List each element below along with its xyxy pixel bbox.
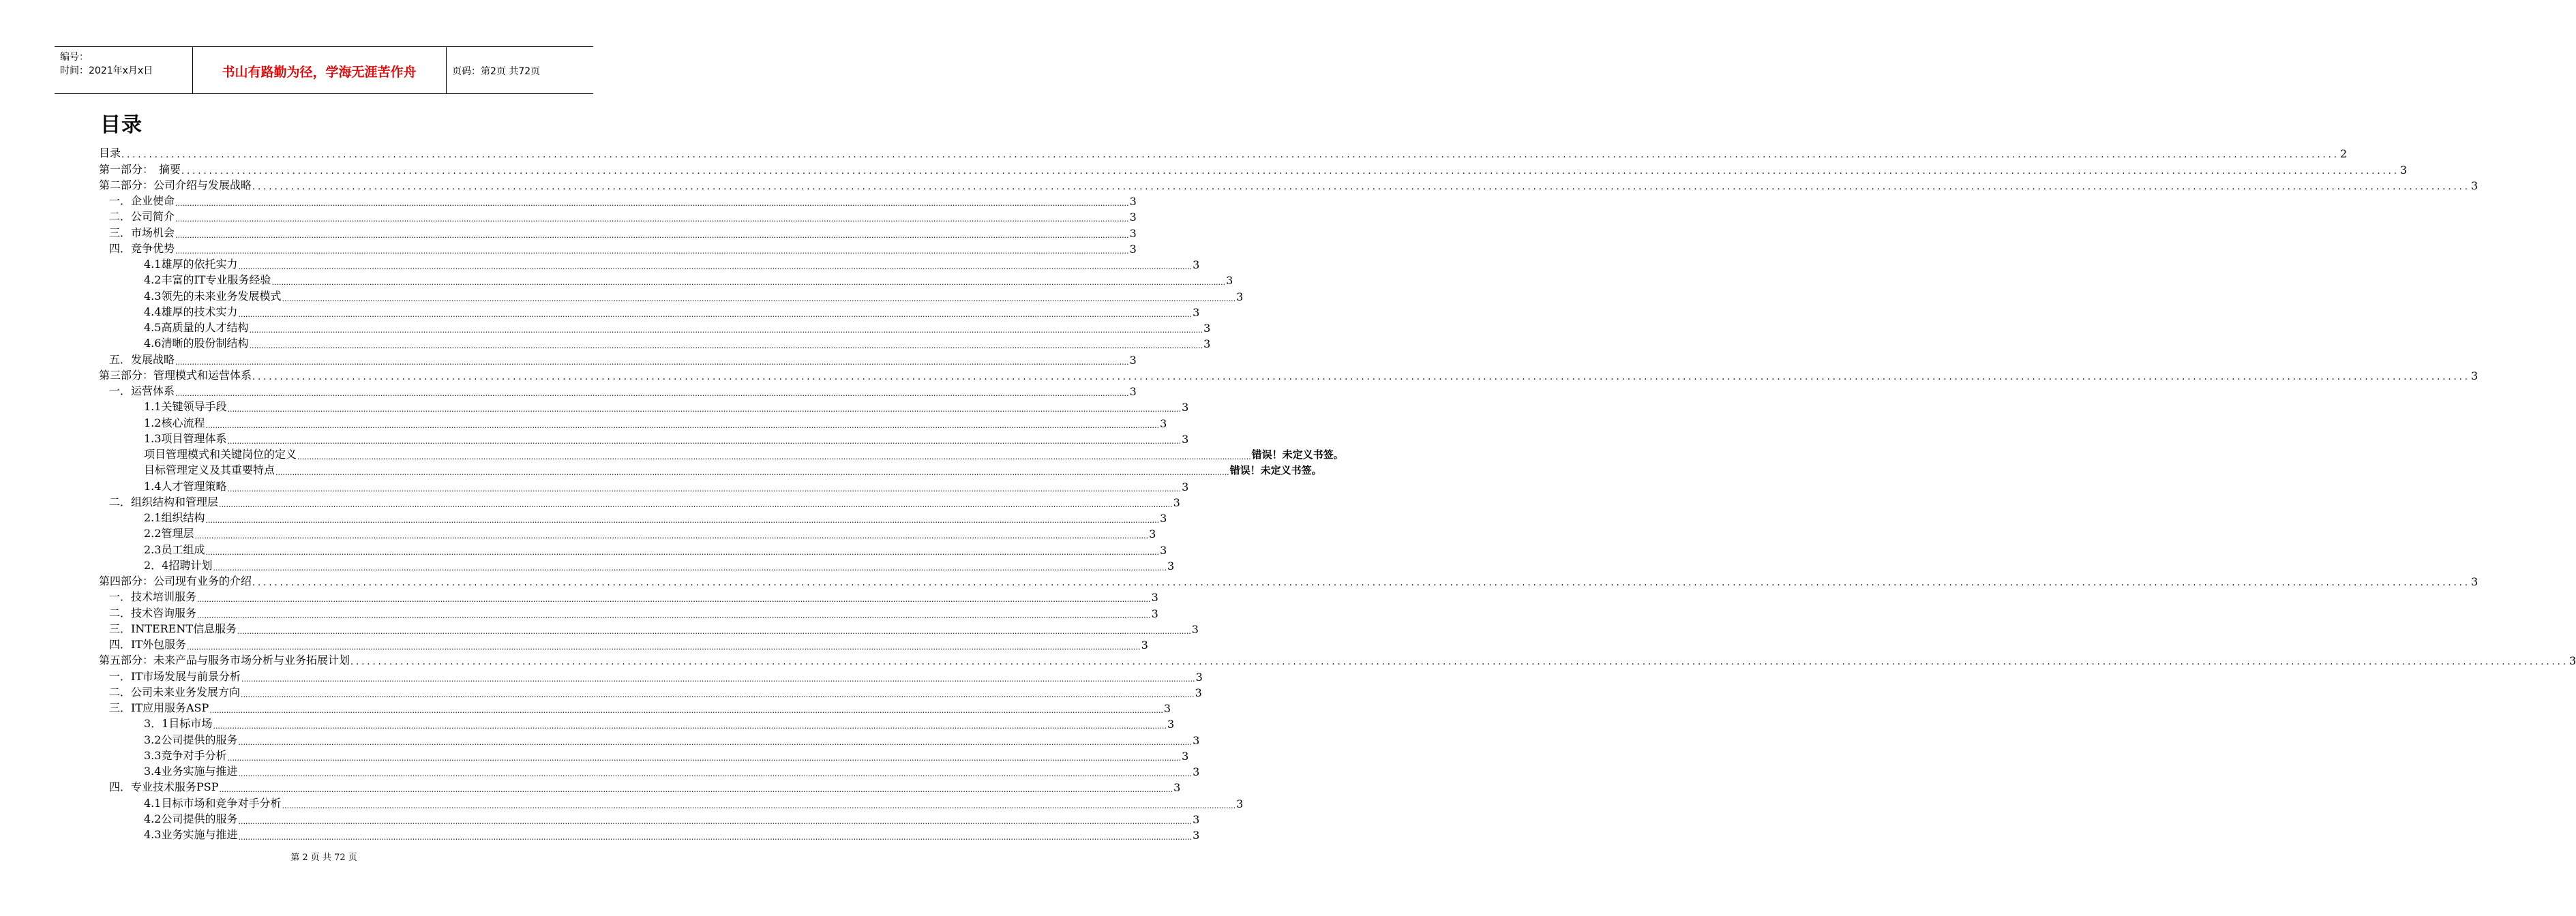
toc-entry-label: 1.4人才管理策略 xyxy=(144,479,227,493)
header-page-info: 页码：第2页 共72页 xyxy=(452,66,541,77)
toc-entry-label: 1.2核心流程 xyxy=(144,416,205,429)
toc-leader-dots: ................................................................................................................................................................................................................................................................................................................................................................................................................ xyxy=(238,833,1193,842)
toc-leader-dots: ................................................................................................................................................................................................................................................................................................................................................................................................................ xyxy=(350,657,2568,668)
toc-entry[interactable] xyxy=(99,731,1200,747)
toc-leader-dots: ................................................................................................................................................................................................................................................................................................................................................................................................................ xyxy=(249,341,1203,351)
toc-entry-label: 四．竞争优势 xyxy=(109,241,175,255)
toc-leader-dots: ................................................................................................................................................................................................................................................................................................................................................................................................................ xyxy=(213,722,1167,731)
toc-entry-label: 三．INTERENT信息服务 xyxy=(109,622,237,635)
toc-entry[interactable] xyxy=(99,367,2478,382)
toc-entry-label: 四．专业技术服务PSP xyxy=(109,780,219,794)
toc-leader-dots: ................................................................................................................................................................................................................................................................................................................................................................................................................ xyxy=(205,421,1160,430)
toc-leader-dots: ................................................................................................................................................................................................................................................................................................................................................................................................................ xyxy=(252,371,2470,382)
toc-entry[interactable] xyxy=(99,319,1211,335)
toc-entry-label: 1.3项目管理体系 xyxy=(144,431,227,445)
toc-entry-page: 3 xyxy=(1160,543,1167,557)
toc-leader-dots: ................................................................................................................................................................................................................................................................................................................................................................................................................ xyxy=(238,769,1193,778)
toc-leader-dots: ................................................................................................................................................................................................................................................................................................................................................................................................................ xyxy=(219,785,1173,795)
toc-entry-page: 3 xyxy=(1182,749,1189,763)
toc-entry-label: 第二部分：公司介绍与发展战略 xyxy=(99,178,252,192)
toc-leader-dots: ................................................................................................................................................................................................................................................................................................................................................................................................................ xyxy=(241,674,1195,684)
toc-entry-page: 3 xyxy=(1182,480,1189,493)
toc-entry-page: 3 xyxy=(1129,385,1137,398)
toc-entry[interactable] xyxy=(99,177,2478,192)
toc-leader-dots: ................................................................................................................................................................................................................................................................................................................................................................................................................ xyxy=(227,405,1182,414)
toc-entry[interactable] xyxy=(99,588,1158,605)
toc-entry[interactable] xyxy=(99,540,1167,557)
toc-leader-dots: ................................................................................................................................................................................................................................................................................................................................................................................................................ xyxy=(282,801,1236,810)
toc-leader-dots: ................................................................................................................................................................................................................................................................................................................................................................................................................ xyxy=(181,166,2399,177)
toc-entry-page: 3 xyxy=(2568,654,2576,668)
toc-leader-dots: ................................................................................................................................................................................................................................................................................................................................................................................................................ xyxy=(275,468,1229,478)
toc-leader-dots: ................................................................................................................................................................................................................................................................................................................................................................................................................ xyxy=(238,816,1193,826)
toc-leader-dots: ................................................................................................................................................................................................................................................................................................................................................................................................................ xyxy=(271,278,1226,288)
toc-entry-page: 3 xyxy=(2470,179,2478,192)
toc-entry-label: 三．市场机会 xyxy=(109,226,175,239)
toc-entry-label: 3.2公司提供的服务 xyxy=(144,733,238,746)
header-right-cell xyxy=(447,47,593,93)
toc-entry-label: 1.1关键领导手段 xyxy=(144,400,227,414)
toc-entry-page: 3 xyxy=(1151,591,1158,605)
toc-entry[interactable] xyxy=(99,382,1137,398)
toc-entry-page: 2 xyxy=(2339,147,2348,161)
toc-entry-label: 一．企业使命 xyxy=(109,194,175,207)
toc-entry-label: 第五部分：未来产品与服务市场分析与业务拓展计划 xyxy=(99,654,350,667)
toc-entry-page: 3 xyxy=(1151,607,1158,620)
toc-entry-label: 项目管理模式和关键岗位的定义 xyxy=(144,448,297,461)
toc-entry-label: 一．运营体系 xyxy=(109,384,175,397)
toc-entry[interactable] xyxy=(99,461,1322,478)
toc-entry[interactable] xyxy=(99,335,1211,351)
toc-entry-label: 3．1目标市场 xyxy=(144,717,213,731)
toc-entry-label: 4.3业务实施与推进 xyxy=(144,828,238,841)
toc-entry[interactable] xyxy=(99,572,2478,588)
page-header xyxy=(55,46,593,94)
header-motto: 书山有路勤为径，学海无涯苦作舟 xyxy=(222,65,417,80)
toc-leader-dots: ................................................................................................................................................................................................................................................................................................................................................................................................................ xyxy=(175,215,1129,224)
toc-entry-page: 3 xyxy=(1193,829,1200,842)
toc-leader-dots: ................................................................................................................................................................................................................................................................................................................................................................................................................ xyxy=(252,578,2470,588)
toc-entry[interactable] xyxy=(99,256,1200,271)
toc-entry-page: 3 xyxy=(1149,528,1156,541)
toc-entry[interactable] xyxy=(99,192,1137,208)
toc-entry-page: 3 xyxy=(1167,718,1175,731)
toc-entry-label: 4.6清晰的股份制结构 xyxy=(144,337,249,350)
toc-leader-dots: ................................................................................................................................................................................................................................................................................................................................................................................................................ xyxy=(187,643,1141,652)
toc-entry-page: 3 xyxy=(1160,512,1167,525)
toc-entry-label: 二．公司未来业务发展方向 xyxy=(109,685,241,699)
toc-entry-label: 一．IT市场发展与前景分析 xyxy=(109,669,241,683)
toc-entry-page: 3 xyxy=(1182,401,1189,414)
toc-entry-label: 二．组织结构和管理层 xyxy=(109,495,219,508)
document-time-label: 时间：2021年x月x日 xyxy=(60,65,153,76)
toc-entry-label: 二．技术咨询服务 xyxy=(109,606,197,620)
toc-entry-page: 3 xyxy=(1195,686,1202,699)
toc-entry-label: 三．IT应用服务ASP xyxy=(109,701,209,714)
toc-entry-label: 4.5高质量的人才结构 xyxy=(144,321,249,334)
toc-leader-dots: ................................................................................................................................................................................................................................................................................................................................................................................................................ xyxy=(227,436,1182,446)
toc-entry[interactable] xyxy=(99,778,1181,795)
toc-entry[interactable] xyxy=(99,477,1189,493)
toc-entry-label: 4.2丰富的IT专业服务经验 xyxy=(144,273,271,287)
toc-entry-page: 3 xyxy=(1203,322,1211,335)
toc-entry[interactable] xyxy=(99,604,1158,620)
toc-entry-label: 四．IT外包服务 xyxy=(109,638,186,651)
toc-entry[interactable] xyxy=(99,509,1167,525)
toc-entry-page: 3 xyxy=(1167,559,1175,572)
toc-entry-page: 3 xyxy=(2399,163,2408,177)
toc-entry[interactable] xyxy=(99,350,1137,367)
toc-entry-page: 3 xyxy=(1203,337,1211,351)
toc-leader-dots: ................................................................................................................................................................................................................................................................................................................................................................................................................ xyxy=(194,532,1149,541)
toc-entry-page: 3 xyxy=(2470,369,2478,382)
toc-entry-page: 3 xyxy=(1236,290,1244,303)
toc-entry-label: 4.1目标市场和竞争对手分析 xyxy=(144,796,282,810)
toc-entry-label: 第四部分：公司现有业务的介绍 xyxy=(99,575,252,587)
document-number-label: 编号： xyxy=(60,52,89,63)
toc-entry-page: 3 xyxy=(1129,211,1137,224)
toc-entry[interactable] xyxy=(99,271,1233,288)
toc-entry[interactable] xyxy=(99,303,1200,319)
toc-leader-dots: ................................................................................................................................................................................................................................................................................................................................................................................................................ xyxy=(227,484,1182,493)
toc-leader-dots: ................................................................................................................................................................................................................................................................................................................................................................................................................ xyxy=(238,737,1193,747)
toc-entry-label: 五．发展战略 xyxy=(109,352,175,366)
toc-leader-dots: ................................................................................................................................................................................................................................................................................................................................................................................................................ xyxy=(121,150,2339,161)
toc-entry-label: 2.2管理层 xyxy=(144,527,194,540)
toc-leader-dots: ................................................................................................................................................................................................................................................................................................................................................................................................................ xyxy=(175,389,1129,398)
toc-leader-dots: ................................................................................................................................................................................................................................................................................................................................................................................................................ xyxy=(282,294,1236,303)
toc-entry[interactable] xyxy=(99,810,1200,826)
toc-entry-label: 3.4业务实施与推进 xyxy=(144,765,238,778)
toc-entry-label: 二．公司简介 xyxy=(109,210,175,224)
toc-entry-page: 3 xyxy=(1129,226,1137,240)
toc-entry-page: 错误！未定义书签。 xyxy=(1251,448,1344,461)
toc-entry[interactable] xyxy=(99,430,1189,446)
toc-entry-page: 3 xyxy=(1129,195,1137,208)
toc-leader-dots: ................................................................................................................................................................................................................................................................................................................................................................................................................ xyxy=(237,626,1191,636)
toc-entry-label: 一．技术培训服务 xyxy=(109,590,197,604)
toc-entry-label: 第三部分：管理模式和运营体系 xyxy=(99,368,252,382)
toc-entry-label: 4.2公司提供的服务 xyxy=(144,812,238,825)
toc-entry-page: 3 xyxy=(1173,495,1180,509)
toc-entry-label: 目标管理定义及其重要特点 xyxy=(144,463,275,477)
toc-leader-dots: ................................................................................................................................................................................................................................................................................................................................................................................................................ xyxy=(175,246,1129,256)
toc-entry[interactable] xyxy=(99,699,1171,715)
toc-entry-page: 3 xyxy=(1193,765,1200,778)
toc-entry[interactable] xyxy=(99,160,2408,177)
toc-entry-page: 3 xyxy=(1193,258,1200,271)
toc-entry-label: 2．4招聘计划 xyxy=(144,558,213,572)
toc-entry[interactable] xyxy=(99,287,1244,303)
toc-leader-dots: ................................................................................................................................................................................................................................................................................................................................................................................................................ xyxy=(252,181,2470,192)
toc-leader-dots: ................................................................................................................................................................................................................................................................................................................................................................................................................ xyxy=(241,690,1195,699)
toc-entry-page: 3 xyxy=(1236,797,1244,810)
toc-leader-dots: ................................................................................................................................................................................................................................................................................................................................................................................................................ xyxy=(175,230,1129,240)
toc-leader-dots: ................................................................................................................................................................................................................................................................................................................................................................................................................ xyxy=(175,357,1129,367)
page-footer: 第 2 页 共 72 页 xyxy=(290,853,357,863)
toc-entry-page: 3 xyxy=(1182,432,1189,446)
toc-entry-label: 3.3竞争对手分析 xyxy=(144,748,227,762)
toc-leader-dots: ................................................................................................................................................................................................................................................................................................................................................................................................................ xyxy=(227,753,1182,763)
toc-entry[interactable] xyxy=(99,144,2348,161)
toc-entry[interactable] xyxy=(99,208,1137,224)
toc-entry-page: 错误！未定义书签。 xyxy=(1229,464,1322,477)
toc-entry-page: 3 xyxy=(1163,702,1171,715)
toc-title: 目录 xyxy=(100,113,143,137)
toc-entry-label: 目录 xyxy=(99,147,121,160)
toc-entry[interactable] xyxy=(99,747,1189,763)
toc-entry[interactable] xyxy=(99,446,1344,461)
toc-leader-dots: ................................................................................................................................................................................................................................................................................................................................................................................................................ xyxy=(209,706,1163,715)
toc-leader-dots: ................................................................................................................................................................................................................................................................................................................................................................................................................ xyxy=(197,595,1151,605)
toc-entry[interactable] xyxy=(99,652,2576,668)
table-of-contents xyxy=(99,144,2576,842)
toc-entry-label: 2.3员工组成 xyxy=(144,543,205,556)
toc-entry[interactable] xyxy=(99,525,1156,541)
toc-entry-label: 4.4雄厚的技术实力 xyxy=(144,305,238,318)
toc-entry[interactable] xyxy=(99,493,1180,509)
toc-entry[interactable] xyxy=(99,240,1137,256)
header-middle-cell xyxy=(192,47,447,93)
toc-entry[interactable] xyxy=(99,636,1148,652)
toc-entry[interactable] xyxy=(99,826,1200,842)
toc-entry-page: 3 xyxy=(1226,274,1233,288)
toc-entry-page: 3 xyxy=(2470,575,2478,588)
toc-leader-dots: ................................................................................................................................................................................................................................................................................................................................................................................................................ xyxy=(238,262,1193,271)
toc-entry-label: 4.3领先的未来业务发展模式 xyxy=(144,289,282,303)
toc-entry-page: 3 xyxy=(1195,670,1203,684)
toc-leader-dots: ................................................................................................................................................................................................................................................................................................................................................................................................................ xyxy=(205,547,1160,557)
toc-leader-dots: ................................................................................................................................................................................................................................................................................................................................................................................................................ xyxy=(205,516,1160,525)
toc-entry[interactable] xyxy=(99,715,1175,731)
toc-entry[interactable] xyxy=(99,763,1200,778)
toc-entry-page: 3 xyxy=(1129,353,1137,367)
toc-entry[interactable] xyxy=(99,557,1175,572)
toc-leader-dots: ................................................................................................................................................................................................................................................................................................................................................................................................................ xyxy=(249,326,1203,335)
toc-entry-page: 3 xyxy=(1160,416,1167,430)
toc-entry[interactable] xyxy=(99,398,1189,414)
toc-entry-page: 3 xyxy=(1193,305,1200,319)
toc-entry-page: 3 xyxy=(1173,781,1181,795)
toc-entry-page: 3 xyxy=(1129,242,1137,256)
toc-entry-label: 第一部分： 摘要 xyxy=(99,162,181,176)
toc-entry-page: 3 xyxy=(1191,622,1199,636)
toc-entry-label: 2.1组织结构 xyxy=(144,511,205,524)
toc-entry-page: 3 xyxy=(1193,733,1200,747)
toc-leader-dots: ................................................................................................................................................................................................................................................................................................................................................................................................................ xyxy=(175,199,1129,208)
toc-entry-page: 3 xyxy=(1193,812,1200,826)
toc-entry[interactable] xyxy=(99,667,1203,684)
toc-entry[interactable] xyxy=(99,414,1167,430)
toc-entry[interactable] xyxy=(99,794,1244,810)
toc-entry[interactable] xyxy=(99,224,1137,240)
toc-entry[interactable] xyxy=(99,620,1199,636)
toc-leader-dots: ................................................................................................................................................................................................................................................................................................................................................................................................................ xyxy=(297,453,1251,461)
toc-leader-dots: ................................................................................................................................................................................................................................................................................................................................................................................................................ xyxy=(219,500,1173,509)
header-left-cell xyxy=(55,47,193,93)
toc-leader-dots: ................................................................................................................................................................................................................................................................................................................................................................................................................ xyxy=(197,611,1151,620)
toc-entry[interactable] xyxy=(99,684,1202,699)
toc-entry-label: 4.1雄厚的依托实力 xyxy=(144,258,238,271)
toc-leader-dots: ................................................................................................................................................................................................................................................................................................................................................................................................................ xyxy=(238,309,1193,319)
toc-leader-dots: ................................................................................................................................................................................................................................................................................................................................................................................................................ xyxy=(213,563,1167,572)
toc-entry-page: 3 xyxy=(1141,639,1148,652)
